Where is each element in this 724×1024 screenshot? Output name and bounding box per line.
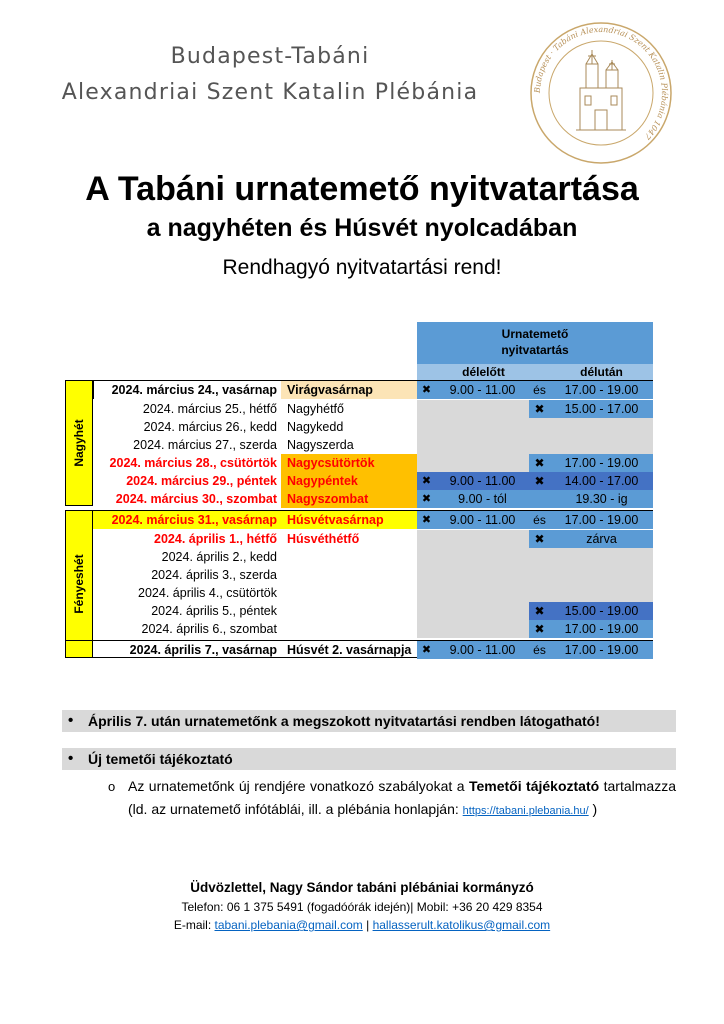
group-label-nagyhet: Nagyhét xyxy=(65,380,93,506)
row-day-name: Nagyhétfő xyxy=(287,402,344,416)
afternoon-open-mark: ✖ xyxy=(529,602,550,620)
row-day-name xyxy=(281,584,417,602)
table-row xyxy=(65,472,653,490)
row-date: 2024. április 5., péntek xyxy=(151,604,277,618)
morning-open-mark xyxy=(417,436,436,454)
table-row xyxy=(65,566,653,584)
and-connector: és xyxy=(529,511,550,529)
morning-hours: 9.00 - 11.00 xyxy=(436,381,529,399)
row-day-name: Nagypéntek xyxy=(281,472,417,490)
row-date: 2024. március 29., péntek xyxy=(126,474,277,488)
afternoon-open-mark xyxy=(529,418,550,436)
signature-greeting: Üdvözlettel, Nagy Sándor tabáni plébániai kormányzó xyxy=(190,880,534,895)
row-date: 2024. március 25., hétfő xyxy=(142,402,277,416)
table-row xyxy=(65,380,653,398)
row-date: 2024. március 24., vasárnap xyxy=(93,381,281,399)
schedule-header-title: Urnatemető nyitvatartás xyxy=(417,322,653,364)
row-date: 2024. március 31., vasárnap xyxy=(93,511,281,529)
row-date: 2024. április 3., szerda xyxy=(151,568,277,582)
row-date: 2024. április 1., hétfő xyxy=(154,532,277,546)
row-day-name xyxy=(281,566,417,584)
table-row xyxy=(65,418,653,436)
table-row xyxy=(65,490,653,508)
afternoon-open-mark: ✖ xyxy=(529,400,550,418)
row-date: 2024. március 28., csütörtök xyxy=(109,456,277,470)
note-new-info-heading: • Új temetői tájékoztató xyxy=(62,748,676,770)
morning-hours: 9.00 - 11.00 xyxy=(436,511,529,529)
cemetery-info-paragraph xyxy=(128,775,676,823)
morning-hours xyxy=(436,584,529,602)
table-row xyxy=(65,510,653,528)
afternoon-hours: 15.00 - 19.00 xyxy=(550,602,653,620)
email-label: E-mail: xyxy=(173,918,215,932)
email-link-hallasserult[interactable]: hallasserult.katolikus@gmail.com xyxy=(372,918,551,932)
afternoon-hours xyxy=(550,418,653,436)
morning-hours xyxy=(436,454,529,472)
row-date: 2024. március 30., szombat xyxy=(115,492,277,506)
afternoon-hours: 19.30 - ig xyxy=(550,490,653,508)
afternoon-hours xyxy=(550,584,653,602)
row-date: 2024. április 2., kedd xyxy=(161,550,277,564)
table-row xyxy=(65,584,653,602)
morning-open-mark xyxy=(417,418,436,436)
contact-phone: Telefon: 06 1 375 5491 (fogadóórák idején)| Mobil: +36 20 429 8354 xyxy=(181,900,543,914)
afternoon-hours: 17.00 - 19.00 xyxy=(550,381,653,399)
row-day-name: Nagycsütörtök xyxy=(281,454,417,472)
header-afternoon: délután xyxy=(550,364,653,380)
afternoon-hours: 17.00 - 19.00 xyxy=(550,620,653,638)
row-date: 2024. március 26., kedd xyxy=(143,420,277,434)
row-date: 2024. április 7., vasárnap xyxy=(129,643,277,657)
morning-open-mark: ✖ xyxy=(417,381,436,399)
afternoon-open-mark xyxy=(529,436,550,454)
row-day-name xyxy=(281,620,417,638)
morning-open-mark xyxy=(417,566,436,584)
morning-open-mark xyxy=(417,400,436,418)
morning-open-mark: ✖ xyxy=(417,490,436,508)
closed-mark: ✖ xyxy=(529,530,550,548)
row-day-name xyxy=(281,602,417,620)
morning-open-mark xyxy=(417,548,436,566)
table-row xyxy=(65,400,653,418)
afternoon-open-mark xyxy=(529,566,550,584)
afternoon-open-mark xyxy=(529,490,550,508)
parish-name-line2: Alexandriai Szent Katalin Plébánia xyxy=(61,80,479,105)
morning-hours xyxy=(436,548,529,566)
row-date: 2024. március 27., szerda xyxy=(133,438,277,452)
email-link-parish[interactable]: tabani.plebania@gmail.com xyxy=(214,918,363,932)
afternoon-hours: 17.00 - 19.00 xyxy=(550,511,653,529)
and-connector: és xyxy=(529,641,550,659)
afternoon-hours: 17.00 - 19.00 xyxy=(550,641,653,659)
afternoon-hours xyxy=(550,548,653,566)
afternoon-hours xyxy=(550,436,653,454)
contact-email-line xyxy=(0,918,724,932)
svg-text:Budapest · Tabáni Alexandriai: Budapest · Tabáni Alexandriai Szent Katalin Plébánia 1047 xyxy=(532,24,670,142)
morning-hours xyxy=(436,530,529,548)
row-day-name xyxy=(281,548,417,566)
and-connector: és xyxy=(529,381,550,399)
header-morning: délelőtt xyxy=(417,364,550,380)
afternoon-open-mark: ✖ xyxy=(529,472,550,490)
morning-open-mark: ✖ xyxy=(417,472,436,490)
main-title: A Tabáni urnatemető nyitvatartása xyxy=(85,170,639,208)
row-day-name: Húsvét 2. vasárnapja xyxy=(287,643,412,657)
row-day-name: Húsvétvasárnap xyxy=(281,511,417,529)
table-row xyxy=(65,530,653,548)
table-row xyxy=(65,602,653,620)
morning-hours: 9.00 - tól xyxy=(436,490,529,508)
row-date: 2024. április 6., szombat xyxy=(141,622,277,636)
morning-hours xyxy=(436,400,529,418)
morning-open-mark xyxy=(417,584,436,602)
morning-open-mark xyxy=(417,602,436,620)
morning-hours xyxy=(436,566,529,584)
row-date: 2024. április 4., csütörtök xyxy=(138,586,277,600)
afternoon-open-mark: ✖ xyxy=(529,620,550,638)
email-separator: | xyxy=(362,918,373,932)
table-row xyxy=(65,548,653,566)
afternoon-hours: 17.00 - 19.00 xyxy=(550,454,653,472)
schedule-note: Rendhagyó nyitvatartási rend! xyxy=(222,256,502,279)
table-row xyxy=(65,640,653,658)
parish-seal-logo xyxy=(528,20,674,166)
morning-open-mark xyxy=(417,530,436,548)
morning-hours: 9.00 - 11.00 xyxy=(436,472,529,490)
afternoon-hours: zárva xyxy=(550,530,653,548)
morning-hours xyxy=(436,602,529,620)
morning-open-mark xyxy=(417,620,436,638)
afternoon-open-mark: ✖ xyxy=(529,454,550,472)
morning-hours xyxy=(436,418,529,436)
table-row xyxy=(65,436,653,454)
morning-hours xyxy=(436,620,529,638)
morning-hours xyxy=(436,436,529,454)
table-row xyxy=(65,454,653,472)
info-text-part2: tartalmazza (ld. az urnatemető infótáblái, ill. a plébánia honlapján: xyxy=(128,778,676,817)
parish-name-line1: Budapest-Tabáni xyxy=(170,44,370,69)
note-after-april-7: • Április 7. után urnatemetőnk a megszokott nyitvatartási rendben látogatható! xyxy=(62,710,676,732)
morning-hours: 9.00 - 11.00 xyxy=(436,641,529,659)
info-text-part3: ) xyxy=(588,801,598,817)
info-text-part1: Az urnatemetőnk új rendjére vonatkozó szabályokat a xyxy=(128,778,469,794)
row-day-name: Virágvasárnap xyxy=(281,381,417,399)
afternoon-hours: 15.00 - 17.00 xyxy=(550,400,653,418)
morning-open-mark: ✖ xyxy=(417,641,436,659)
row-day-name: Nagykedd xyxy=(287,420,344,434)
afternoon-open-mark xyxy=(529,584,550,602)
group-label-fenyeshet: Fényeshét xyxy=(65,510,93,658)
afternoon-open-mark xyxy=(529,548,550,566)
row-day-name: Húsvéthétfő xyxy=(287,532,360,546)
parish-website-link[interactable]: https://tabani.plebania.hu/ xyxy=(462,805,589,817)
row-day-name: Nagyszombat xyxy=(281,490,417,508)
info-bold-term: Temetői tájékoztató xyxy=(468,778,600,794)
morning-open-mark xyxy=(417,454,436,472)
row-day-name: Nagyszerda xyxy=(287,438,354,452)
subtitle: a nagyhéten és Húsvét nyolcadában xyxy=(146,214,578,242)
afternoon-hours: 14.00 - 17.00 xyxy=(550,472,653,490)
morning-open-mark: ✖ xyxy=(417,511,436,529)
afternoon-hours xyxy=(550,566,653,584)
table-row xyxy=(65,620,653,638)
